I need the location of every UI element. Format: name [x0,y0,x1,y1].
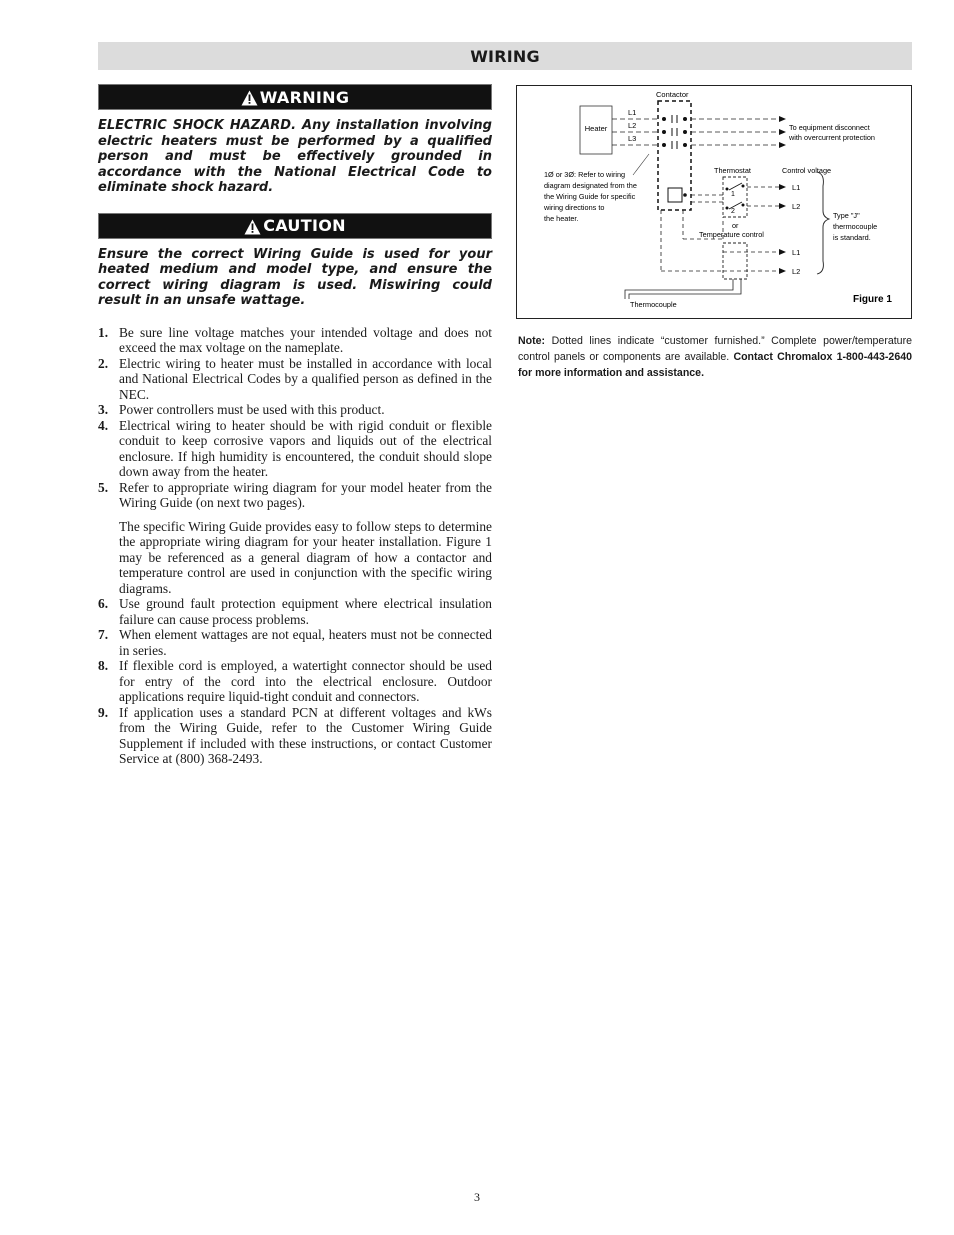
contactor-label: Contactor [656,90,689,99]
caution-triangle-icon [244,219,261,235]
figure-caption: Figure 1 [853,294,892,305]
control-l1-label: L1 [792,183,801,192]
lower-l2-label: L2 [792,267,801,276]
contactor-coil [668,188,682,202]
figure-note [518,333,912,381]
warning-text: ELECTRIC SHOCK HAZARD. Any installation involving electric heaters must be performed by a qualified person and must be effectively grounded in accordance with the National Electrical Code to eliminate shock hazard. [98,118,492,195]
type-j-label-3: is standard. [833,233,871,242]
section-header [98,42,912,70]
l1-label: L1 [628,108,637,117]
temperature-control-label: Temperature control [699,230,764,239]
warning-triangle-icon [241,90,258,106]
section-title: WIRING [470,46,540,66]
l2-label: L2 [628,121,637,130]
brace [817,172,829,274]
type-j-label-2: thermocouple [833,222,878,231]
refer-text-2: diagram designated from the [544,181,637,190]
l3-label: L3 [628,134,637,143]
thermostat-box [723,177,747,217]
equipment-label-1: To equipment disconnect [789,123,870,132]
warning-banner [98,84,492,110]
wiring-diagram-figure [516,85,912,319]
step-text: Refer to appropriate wiring diagram for your model heater from the Wiring Guide (on next two pages). [119,479,492,510]
heater-label: Heater [584,124,608,133]
list-item: 6. Use ground fault protection equipment where electrical insulation failure can cause process problems. [98,596,492,627]
thermocouple-label: Thermocouple [630,300,677,309]
control-l2-label: L2 [792,202,801,211]
step-paragraph: The specific Wiring Guide provides easy to follow steps to determine the appropriate wiring diagram for your heater installation. Figure 1 may be referenced as a general diagram of how a contactor and temperature control are used in conjunction with the specific wiring diagrams. [119,518,492,596]
list-item: 1. Be sure line voltage matches your intended voltage and does not exceed the max voltage on the nameplate. [98,324,492,355]
equipment-label-2: with overcurrent protection [789,133,875,142]
list-item: 3. Power controllers must be used with this product. [98,402,385,417]
thermostat-label: Thermostat [714,166,751,175]
note-label: Note: [518,335,546,347]
list-item: 2. Electric wiring to heater must be installed in accordance with local and National Electrical Codes by a qualified person as defined in the NEC. [98,355,492,402]
lower-l1-label: L1 [792,248,801,257]
list-item: 8. If flexible cord is employed, a watertight connector should be used for entry of the cord into the electrical enclosure. Outdoor applications require liquid-tight conduit and connectors. [98,658,492,704]
or-label: or [732,221,739,230]
refer-text-4: wiring directions to [544,203,605,212]
wiring-diagram [517,86,913,320]
refer-text-3: the Wiring Guide for specific [544,192,636,201]
page-number: 3 [474,1190,480,1204]
note-text: Dotted lines indicate “customer furnished.” Complete power/temperature control panels or components are available. [518,335,912,363]
type-j-label-1: Type "J" [833,211,860,220]
caution-banner [98,213,492,239]
caution-label: CAUTION [263,216,346,235]
refer-text-1: 1Ø or 3Ø: Refer to wiring [544,170,626,179]
list-item: 5. Refer to appropriate wiring diagram for your model heater from the Wiring Guide (on next two pages). The specific Wiring Guide provides easy to follow steps to determine the appropriate wiring diagram for your heater installation. Figure 1 may be referenced as a general diagram of how a contactor and temperature control are used in conjunction with the specific wiring diagrams. [98,479,492,596]
thermostat-contact-1: 1 [731,191,735,198]
list-item: 9. If application uses a standard PCN at different voltages and kWs from the Wiring Guide, refer to the Customer Wiring Guide Supplement if included with these instructions, or contact Customer Service at (800) 368-2493. [98,704,492,766]
list-item: 7. When element wattages are not equal, heaters must not be connected in series. [98,627,492,658]
refer-text-5: the heater. [544,214,579,223]
caution-text: Ensure the correct Wiring Guide is used for your heated medium and model type, and ensure the correct wiring diagram is used. Miswiring could result in an unsafe wattage. [98,246,492,308]
instruction-list [98,325,492,767]
warning-label: WARNING [259,87,350,107]
thermostat-contact-2: 2 [731,208,735,215]
control-voltage-label: Control voltage [782,166,832,175]
note-contact: Contact Chromalox 1-800-443-2640 for more information and assistance. [518,351,912,379]
left-column [98,84,492,767]
temperature-control-box [723,243,747,279]
list-item: 4. Electrical wiring to heater should be with rigid conduit or flexible conduit to keep corrosive vapors and liquids out of the electrical enclosure. If high humidity is encountered, the conduit should slope down away from the heater. [98,417,492,479]
